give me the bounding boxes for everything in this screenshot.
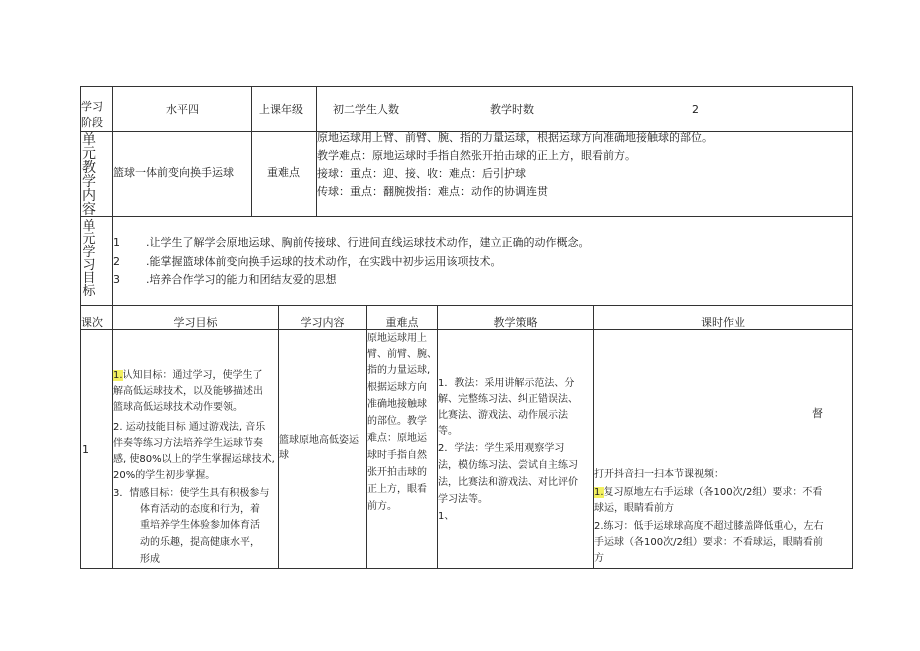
goal-line: 解高低运球技术，以及能够描述出: [113, 386, 263, 397]
strategy-line: 2．学法：学生采用观察学习: [438, 443, 565, 454]
goal-line: 重培养学生体验参加体育活: [140, 520, 260, 531]
key-line: 球时手指自然: [367, 450, 427, 461]
study-stage-label: 学习阶段: [81, 100, 103, 129]
lesson-number: 1: [82, 443, 89, 456]
key-line: 臂、前臂、腕、: [367, 349, 437, 360]
key-line: 原地运球用上: [367, 333, 427, 344]
table-divider: [112, 86, 113, 216]
key-line: 难点：原地运: [367, 433, 427, 444]
table-border-top: [80, 86, 853, 87]
table-divider: [80, 305, 853, 306]
goal-number: 1: [113, 236, 120, 249]
unit-key-line: 传球：重点：翻腕拨指：难点：动作的协调连贯: [317, 185, 548, 198]
key-line: 前方。: [367, 501, 397, 512]
homework-line: 手运球（各100次/2组）要求：不看球运，眼睛看前: [594, 537, 823, 548]
highlight-mark: 1.: [113, 370, 123, 381]
unit-key-line: 原地运球用上臂、前臂、腕、指的力量运球，根据运球方向准确地接触球的部位。: [317, 131, 713, 144]
goal-line: 形成: [140, 554, 160, 565]
grade-value: 初二学生人数: [333, 103, 399, 116]
table-border-right: [852, 86, 853, 569]
header-key: 重难点: [385, 316, 419, 329]
table-border-bottom: [80, 568, 853, 569]
header-strategy: 教学策略: [493, 316, 538, 329]
header-lesson: 课次: [81, 316, 103, 329]
key-line: 准确地接触球: [367, 399, 427, 410]
goal-line: 1.认知目标：通过学习，使学生了: [113, 370, 263, 381]
goal-line: 3．情感目标：使学生具有积极参与: [113, 488, 270, 499]
homework-line: 球运，眼睛看前方: [594, 503, 674, 514]
lesson-content: 篮球原地高低姿运球: [279, 435, 359, 461]
unit-content: 篮球一体前变向换手运球: [113, 166, 234, 179]
goal-line: 体育活动的态度和行为，着: [140, 504, 260, 515]
goal-line: 感, 使80%以上的学生掌握运球技术,: [113, 454, 275, 465]
key-line: 正上方，眼看: [367, 484, 427, 495]
strategy-line: 1．教法：采用讲解示范法、分: [438, 378, 575, 389]
key-points-label: 重难点: [267, 166, 300, 179]
hours-value: 2: [692, 103, 699, 116]
header-homework: 课时作业: [701, 316, 745, 329]
highlight-mark: 1.: [594, 487, 604, 498]
table-divider: [80, 216, 853, 217]
strategy-line: 法，模仿练习法、尝试自主练习: [438, 460, 578, 471]
homework-line: 2.练习：低手运球球高度不超过膝盖降低重心，左右: [594, 521, 824, 532]
unit-key-line: 教学难点：原地运球时手指自然张开拍击球的正上方，眼看前方。: [317, 149, 636, 162]
strategy-line: 解、完整练习法、纠正错误法、: [438, 394, 578, 405]
goal-line: 篮球高低运球技术动作要领。: [113, 402, 243, 413]
header-content: 学习内容: [300, 316, 345, 329]
level-value: 水平四: [166, 103, 199, 116]
strategy-line: 等。: [438, 426, 458, 437]
goal-line: 2. 运动技能目标 通过游戏法, 音乐: [113, 422, 266, 433]
unit-content-label: 单元教学内容: [82, 132, 96, 218]
grade-label: 上课年级: [259, 103, 303, 116]
strategy-line: 比赛法、游戏法、动作展示法: [438, 410, 568, 421]
strategy-line: 法，比赛法和游戏法、对比评价: [438, 477, 578, 488]
goal-text: .培养合作学习的能力和团结友爱的思想: [146, 273, 337, 286]
goal-text: .能掌握篮球体前变向换手运球的技术动作，在实践中初步运用该项技术。: [146, 255, 502, 268]
key-line: 张开拍击球的: [367, 467, 427, 478]
header-goals: 学习目标: [173, 316, 218, 329]
goal-number: 3: [113, 273, 120, 286]
goal-text: .让学生了解学会原地运球、胸前传接球、行进间直线运球技术动作，建立正确的动作概念。: [146, 236, 590, 249]
homework-line: 1.复习原地左右手运球（各100次/2组）要求：不看: [594, 487, 823, 498]
strategy-line: 学习法等。: [438, 494, 488, 505]
unit-goals-label: 单元学习目标: [82, 219, 96, 299]
unit-key-line: 接球：重点：迎、接、收：难点：后引护球: [317, 167, 526, 180]
goal-line: 动的乐趣，提高健康水平，: [140, 537, 260, 548]
homework-line: 打开抖音扫一扫本节课视频：: [594, 469, 724, 480]
goal-line: 伴奏等练习方法培养学生运球节奏: [113, 438, 263, 449]
key-line: 根据运球方向: [367, 382, 427, 393]
goal-number: 2: [113, 255, 120, 268]
hours-label: 教学时数: [490, 103, 534, 116]
key-line: 指的力量运球,: [367, 365, 431, 376]
table-divider: [251, 86, 252, 216]
homework-line: 方: [594, 553, 604, 564]
key-line: 的部位。教学: [367, 416, 427, 427]
goal-line: 20%的学生初步掌握。: [113, 470, 216, 481]
strategy-line: 1、: [438, 511, 455, 522]
homework-top: 督: [812, 407, 823, 420]
